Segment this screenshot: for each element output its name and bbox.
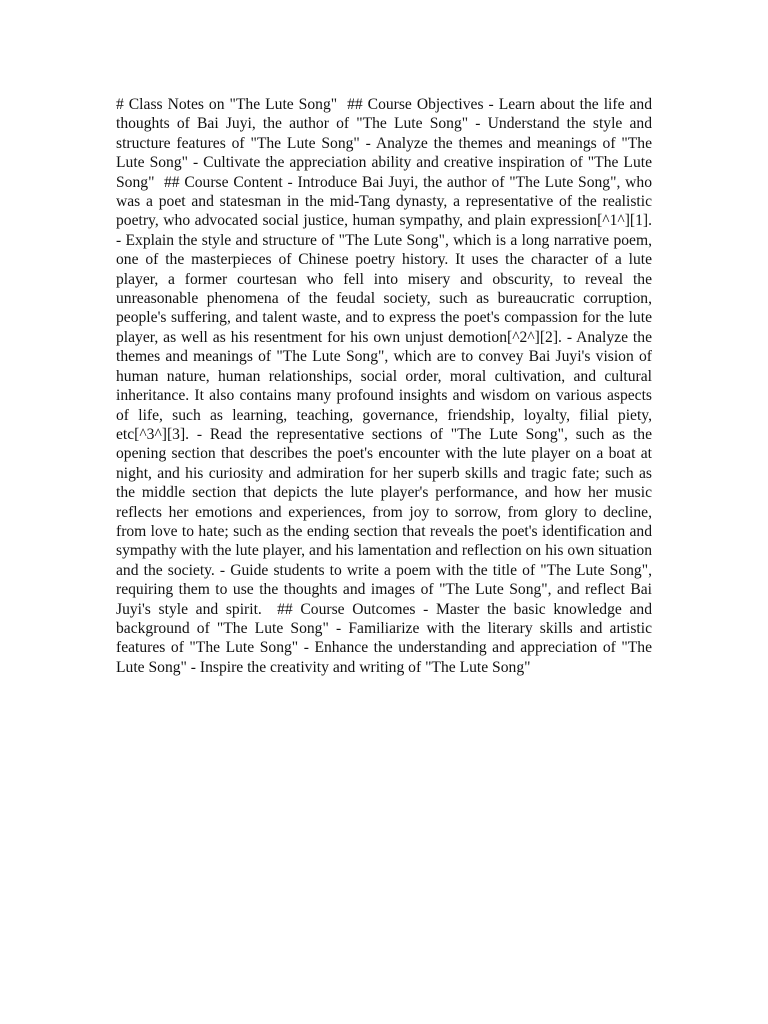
document-body-text: # Class Notes on "The Lute Song" ## Course Objectives - Learn about the life and thoughts of Bai Juyi, the author of "The Lute Song" - Understand the style and structure features of "The Lute Song" - Analyze the themes and meanings of "The Lute Song" - Cultivate the appreciation ability and creative inspiration of "The Lute Song" ## Course Content - Introduce Bai Juyi, the author of "The Lute Song", who was a poet and statesman in the mid-Tang dynasty, a representative of the realistic poetry, who advocated social justice, human sympathy, and plain expression[^1^][1]. - Explain the style and structure of "The Lute Song", which is a long narrative poem, one of the masterpieces of Chinese poetry history. It uses the character of a lute player, a former courtesan who fell into misery and obscurity, to reveal the unreasonable phenomena of the feudal society, such as bureaucratic corruption, people's suffering, and talent waste, and to express the poet's compassion for the lute player, as well as his resentment for his own unjust demotion[^2^][2]. - Analyze the themes and meanings of "The Lute Song", which are to convey Bai Juyi's vision of human nature, human relationships, social order, moral cultivation, and cultural inheritance. It also contains many profound insights and wisdom on various aspects of life, such as learning, teaching, governance, friendship, loyalty, filial piety, etc[^3^][3]. - Read the representative sections of "The Lute Song", such as the opening section that describes the poet's encounter with the lute player on a boat at night, and his curiosity and admiration for her superb skills and tragic fate; such as the middle section that depicts the lute player's performance, and how her music reflects her emotions and experiences, from joy to sorrow, from glory to decline, from love to hate; such as the ending section that reveals the poet's identification and sympathy with the lute player, and his lamentation and reflection on his own situation and the society. - Guide students to write a poem with the title of "The Lute Song", requiring them to use the thoughts and images of "The Lute Song", and reflect Bai Juyi's style and spirit. ## Course Outcomes - Master the basic knowledge and background of "The Lute Song" - Familiarize with the literary skills and artistic features of "The Lute Song" - Enhance the understanding and appreciation of "The Lute Song" - Inspire the creativity and writing of "The Lute Song" [116,96,656,676]
